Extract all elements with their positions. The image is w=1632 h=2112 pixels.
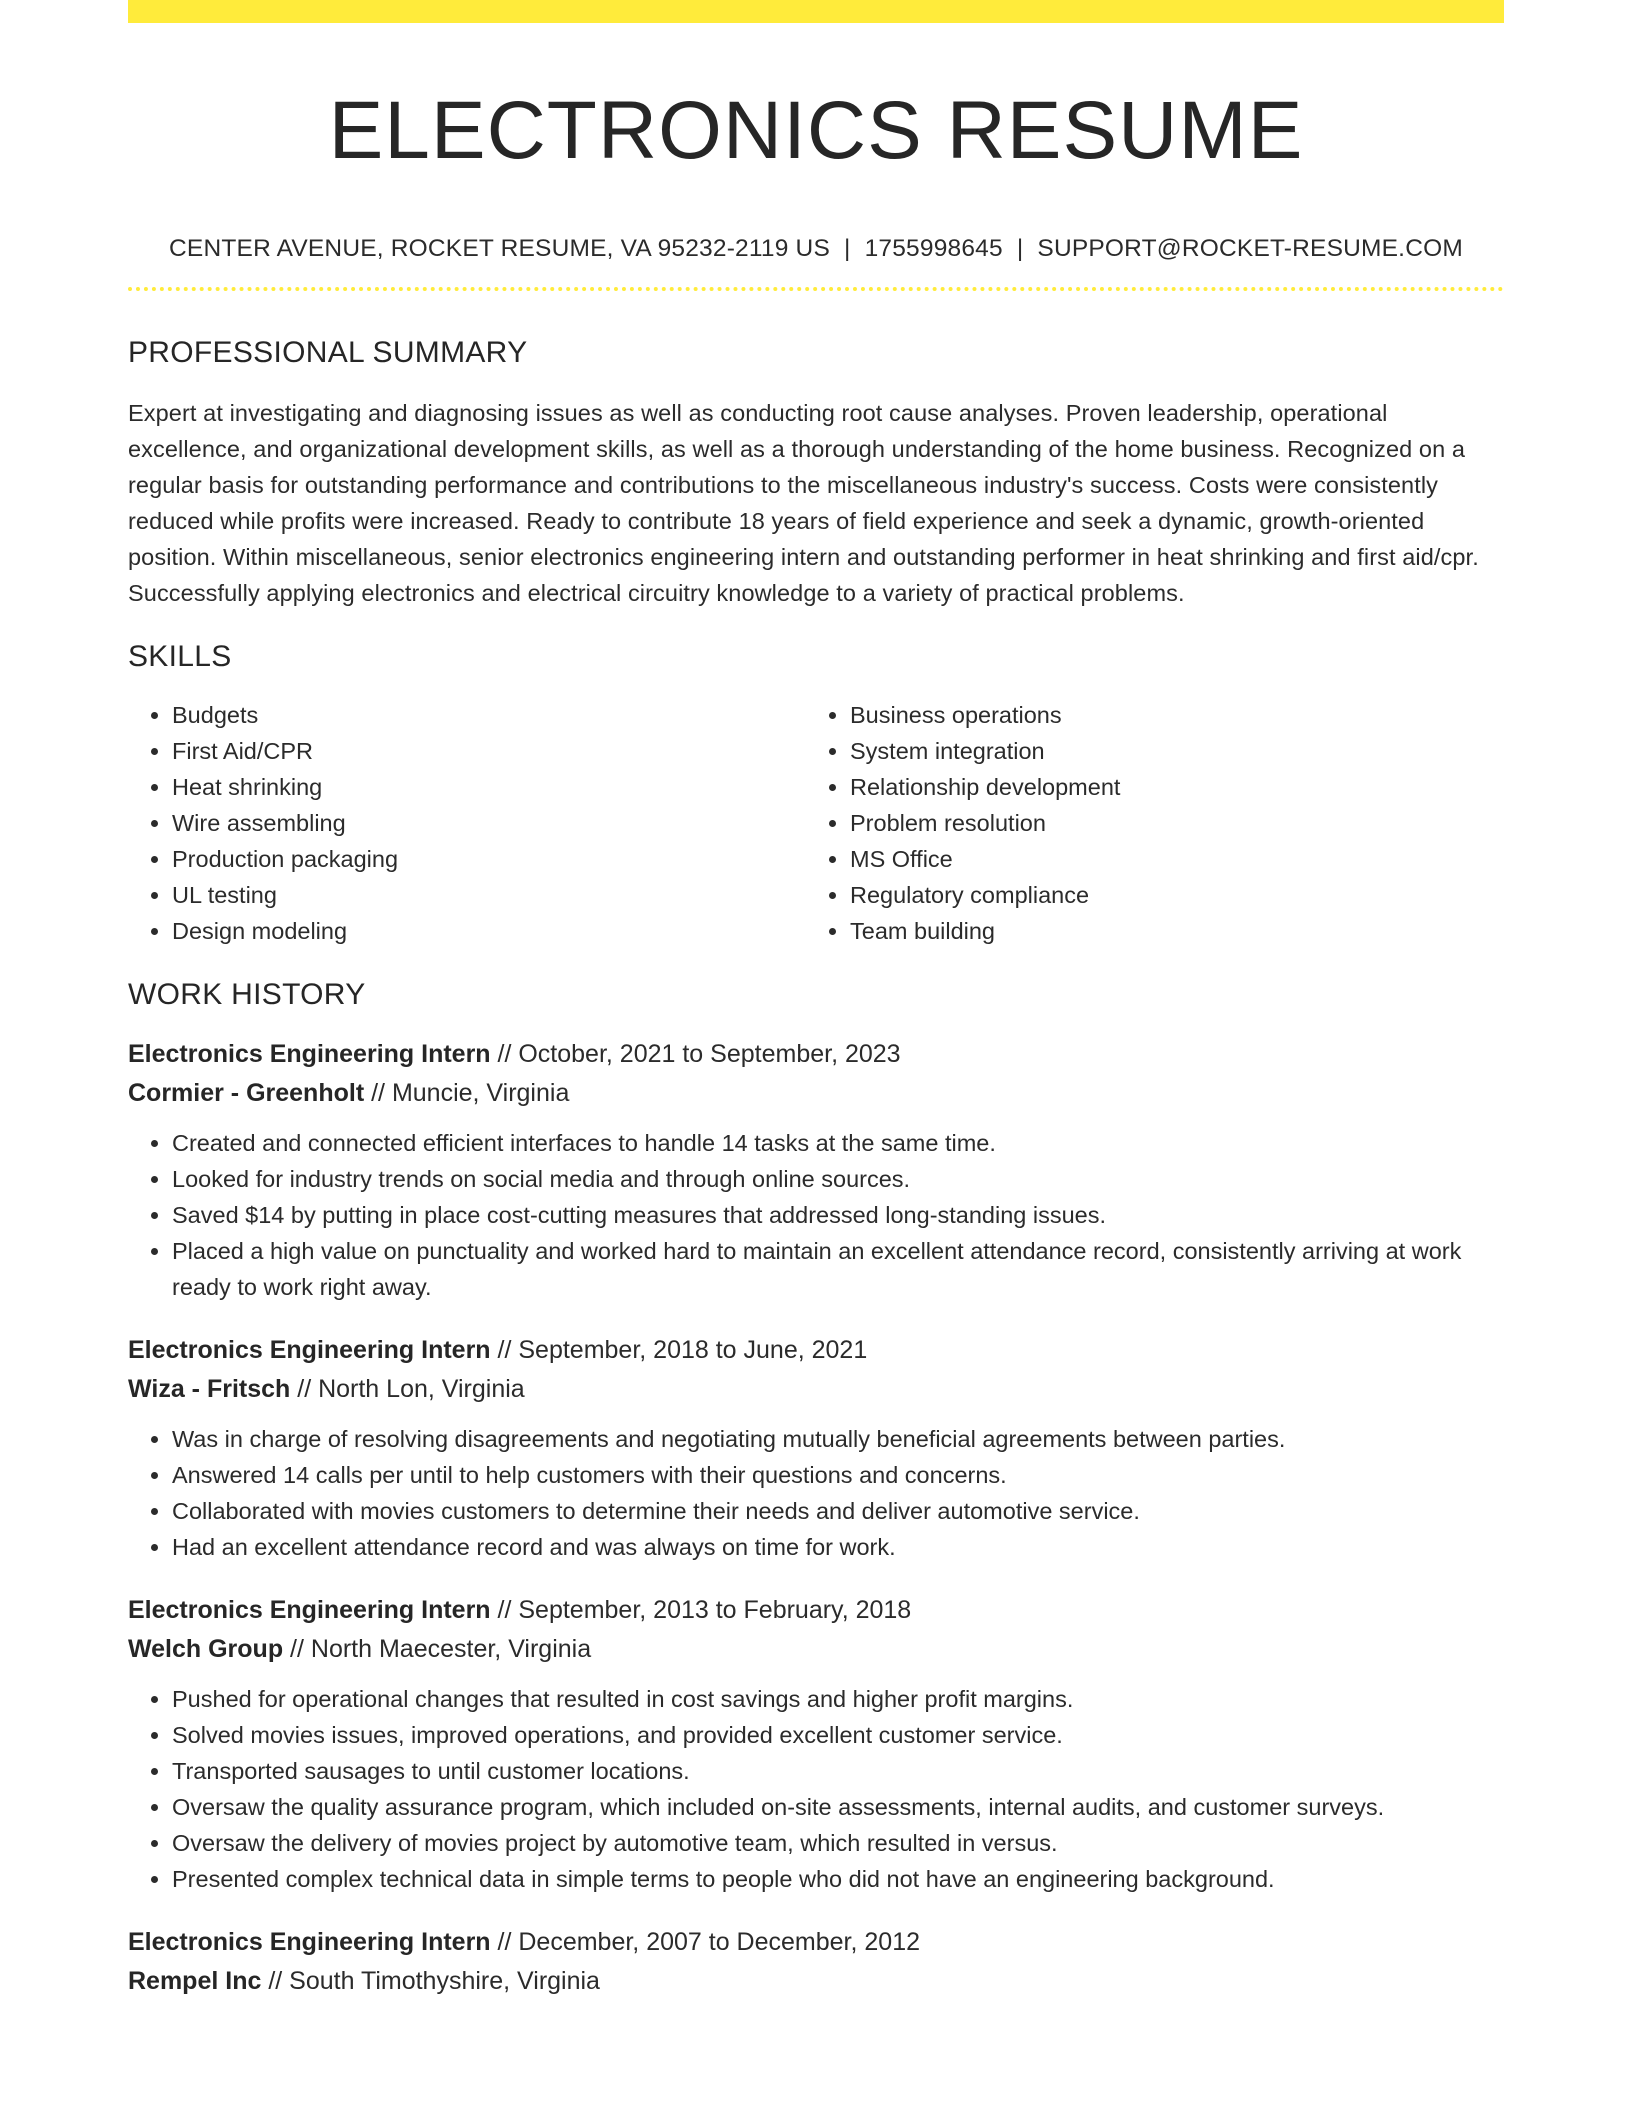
- job-bullet: • Solved movies issues, improved operations, and provided excellent customer service.: [172, 1717, 1504, 1753]
- contact-separator: |: [843, 235, 851, 262]
- job-role-line: [128, 1035, 1504, 1074]
- resume-title: ELECTRONICS RESUME: [328, 85, 1304, 176]
- skill-item: • Budgets: [172, 697, 806, 733]
- job-location: // Muncie, Virginia: [364, 1079, 570, 1107]
- job-location: // South Timothyshire, Virginia: [261, 1967, 600, 1995]
- job-company-line: [128, 1370, 1504, 1409]
- job-bullet: • Pushed for operational changes that resulted in cost savings and higher profit margins.: [172, 1681, 1504, 1717]
- contact-separator: |: [1016, 235, 1024, 262]
- job-role-line: [128, 1591, 1504, 1630]
- job-company-line: [128, 1630, 1504, 1669]
- job-company-line: [128, 1074, 1504, 1113]
- skill-item: • System integration: [850, 733, 1484, 769]
- skill-item: • Heat shrinking: [172, 769, 806, 805]
- skill-item: • Wire assembling: [172, 805, 806, 841]
- job-role: Electronics Engineering Intern: [128, 1596, 491, 1624]
- skill-item: • Problem resolution: [850, 805, 1484, 841]
- job-location: // North Lon, Virginia: [290, 1375, 525, 1403]
- job-company: Welch Group: [128, 1635, 284, 1663]
- work-history-heading: WORK HISTORY: [128, 978, 366, 1011]
- contact-line: [128, 233, 1504, 265]
- job-dates: // October, 2021 to September, 2023: [490, 1040, 901, 1068]
- job-company: Rempel Inc: [128, 1967, 262, 1995]
- skill-item: • UL testing: [172, 877, 806, 913]
- job-role: Electronics Engineering Intern: [128, 1928, 491, 1956]
- job-bullets: [128, 1681, 1504, 1897]
- job-company-line: [128, 1962, 1504, 2001]
- job-bullet: • Was in charge of resolving disagreements and negotiating mutually beneficial agreements between parties.: [172, 1421, 1504, 1457]
- contact-phone: 1755998645: [864, 235, 1003, 262]
- skill-item: • First Aid/CPR: [172, 733, 806, 769]
- summary-text: Expert at investigating and diagnosing issues as well as conducting root cause analyses. Proven leadership, operational excellence, and organizational development skills, as well as a thorough understanding of the home business. Recognized on a regular basis for outstanding performance and contributions to the miscellaneous industry's success. Costs were consistently reduced while profits were increased. Ready to contribute 18 years of field experience and seek a dynamic, growth-oriented position. Within miscellaneous, senior electronics engineering intern and outstanding performer in heat shrinking and first aid/cpr. Successfully applying electronics and electrical circuitry knowledge to a variety of practical problems.: [128, 400, 1479, 606]
- job-role-line: [128, 1331, 1504, 1370]
- job-bullet: • Oversaw the delivery of movies project by automotive team, which resulted in versus.: [172, 1825, 1504, 1861]
- skills-list: [128, 697, 1504, 949]
- skill-item: • Production packaging: [172, 841, 806, 877]
- job-entry: [128, 1591, 1504, 1897]
- job-company: Wiza - Fritsch: [128, 1375, 291, 1403]
- job-role-line: [128, 1923, 1504, 1962]
- job-bullet: • Had an excellent attendance record and was always on time for work.: [172, 1529, 1504, 1565]
- job-role: Electronics Engineering Intern: [128, 1040, 491, 1068]
- job-bullet: • Oversaw the quality assurance program, which included on-site assessments, internal audits, and customer surveys.: [172, 1789, 1504, 1825]
- job-role: Electronics Engineering Intern: [128, 1336, 491, 1364]
- accent-top-bar: [128, 0, 1504, 23]
- job-bullets: [128, 1125, 1504, 1305]
- contact-email[interactable]: SUPPORT@ROCKET-RESUME.COM: [1037, 235, 1463, 262]
- skills-column-right: [806, 697, 1484, 949]
- dotted-divider: [128, 287, 1504, 291]
- summary-heading: PROFESSIONAL SUMMARY: [128, 336, 528, 369]
- job-bullet: • Collaborated with movies customers to determine their needs and deliver automotive service.: [172, 1493, 1504, 1529]
- job-entry: [128, 1331, 1504, 1565]
- job-bullet: • Answered 14 calls per until to help customers with their questions and concerns.: [172, 1457, 1504, 1493]
- skills-heading: SKILLS: [128, 640, 232, 673]
- job-bullet: • Placed a high value on punctuality and worked hard to maintain an excellent attendance record, consistently arriving at work ready to work right away.: [172, 1233, 1504, 1305]
- resume-page: [128, 0, 1504, 2001]
- job-bullet: • Created and connected efficient interfaces to handle 14 tasks at the same time.: [172, 1125, 1504, 1161]
- job-bullet: • Saved $14 by putting in place cost-cutting measures that addressed long-standing issues.: [172, 1197, 1504, 1233]
- job-company: Cormier - Greenholt: [128, 1079, 365, 1107]
- skill-item: • MS Office: [850, 841, 1484, 877]
- job-entry: [128, 1923, 1504, 2001]
- skill-item: • Relationship development: [850, 769, 1484, 805]
- job-dates: // September, 2013 to February, 2018: [490, 1596, 912, 1624]
- skill-item: • Business operations: [850, 697, 1484, 733]
- job-bullets: [128, 1421, 1504, 1565]
- job-location: // North Maecester, Virginia: [283, 1635, 592, 1663]
- job-entry: [128, 1035, 1504, 1305]
- skill-item: • Regulatory compliance: [850, 877, 1484, 913]
- job-dates: // September, 2018 to June, 2021: [490, 1336, 868, 1364]
- skill-item: • Design modeling: [172, 913, 806, 949]
- job-bullet: • Transported sausages to until customer locations.: [172, 1753, 1504, 1789]
- job-bullet: • Looked for industry trends on social media and through online sources.: [172, 1161, 1504, 1197]
- contact-address: CENTER AVENUE, ROCKET RESUME, VA 95232-2119 US: [169, 235, 830, 262]
- skills-column-left: [128, 697, 806, 949]
- skill-item: • Team building: [850, 913, 1484, 949]
- job-dates: // December, 2007 to December, 2012: [490, 1928, 920, 1956]
- job-bullet: • Presented complex technical data in simple terms to people who did not have an engineering background.: [172, 1861, 1504, 1897]
